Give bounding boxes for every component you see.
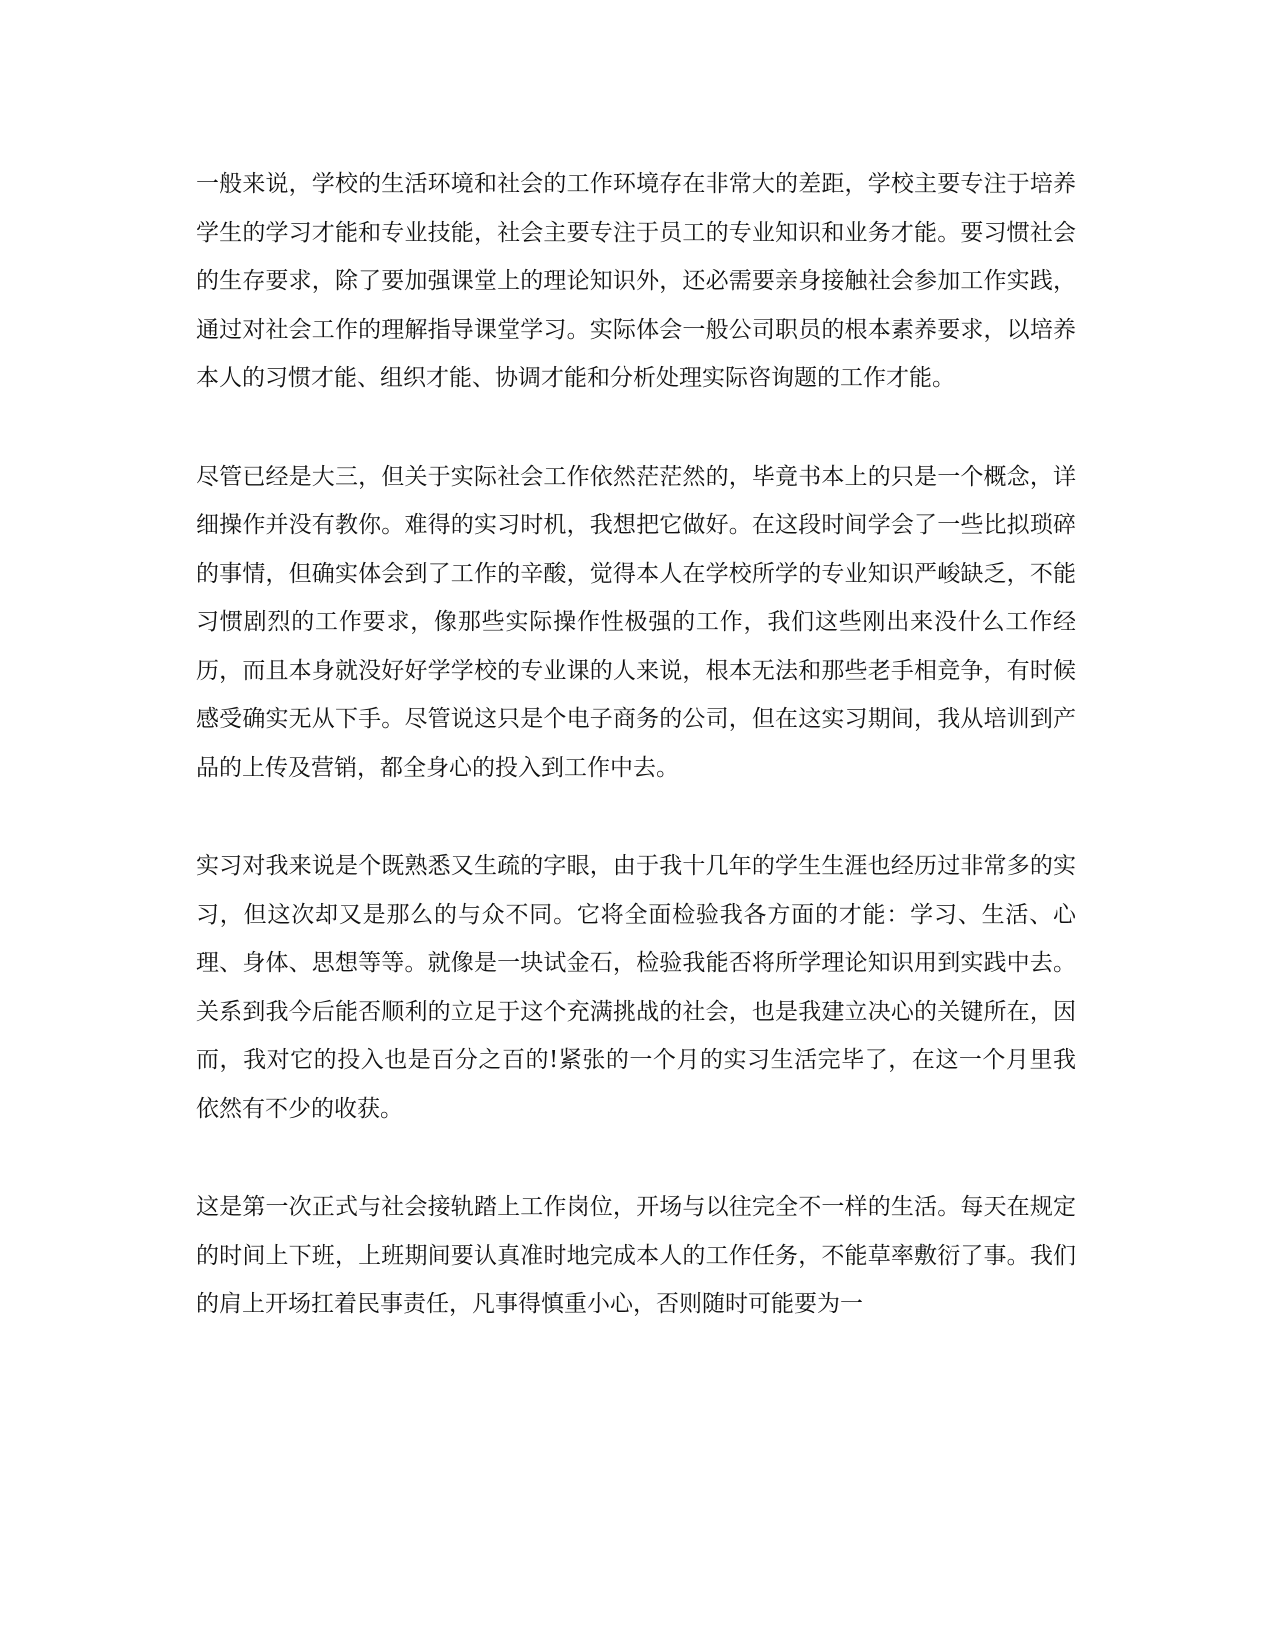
paragraph-2: 尽管已经是大三，但关于实际社会工作依然茫茫然的，毕竟书本上的只是一个概念，详细操作并没有教你。难得的实习时机，我想把它做好。在这段时间学会了一些比拟琐碎的事情，但确实体会到了工作的辛酸，觉得本人在学校所学的专业知识严峻缺乏，不能习惯剧烈的工作要求，像那些实际操作性极强的工作，我们这些刚出来没什么工作经历，而且本身就没好好学学校的专业课的人来说，根本无法和那些老手相竞争，有时候感受确实无从下手。尽管说这只是个电子商务的公司，但在这实习期间，我从培训到产品的上传及营销，都全身心的投入到工作中去。 (196, 463, 1076, 781)
paragraph-1: 一般来说，学校的生活环境和社会的工作环境存在非常大的差距，学校主要专注于培养学生的学习才能和专业技能，社会主要专注于员工的专业知识和业务才能。要习惯社会的生存要求，除了要加强课堂上的理论知识外，还必需要亲身接触社会参加工作实践，通过对社会工作的理解指导课堂学习。实际体会一般公司职员的根本素养要求，以培养本人的习惯才能、组织才能、协调才能和分析处理实际咨询题的工作才能。 (196, 171, 1076, 391)
document-body (196, 160, 1076, 1329)
paragraph-3: 实习对我来说是个既熟悉又生疏的字眼，由于我十几年的学生生涯也经历过非常多的实习，但这次却又是那么的与众不同。它将全面检验我各方面的才能：学习、生活、心理、身体、思想等等。就像是一块试金石，检验我能否将所学理论知识用到实践中去。关系到我今后能否顺利的立足于这个充满挑战的社会，也是我建立决心的关键所在，因而，我对它的投入也是百分之百的!紧张的一个月的实习生活完毕了，在这一个月里我依然有不少的收获。 (196, 853, 1076, 1122)
paragraph-4: 这是第一次正式与社会接轨踏上工作岗位，开场与以往完全不一样的生活。每天在规定的时间上下班，上班期间要认真准时地完成本人的工作任务，不能草率敷衍了事。我们的肩上开场扛着民事责任，凡事得慎重小心，否则随时可能要为一 (196, 1194, 1076, 1317)
